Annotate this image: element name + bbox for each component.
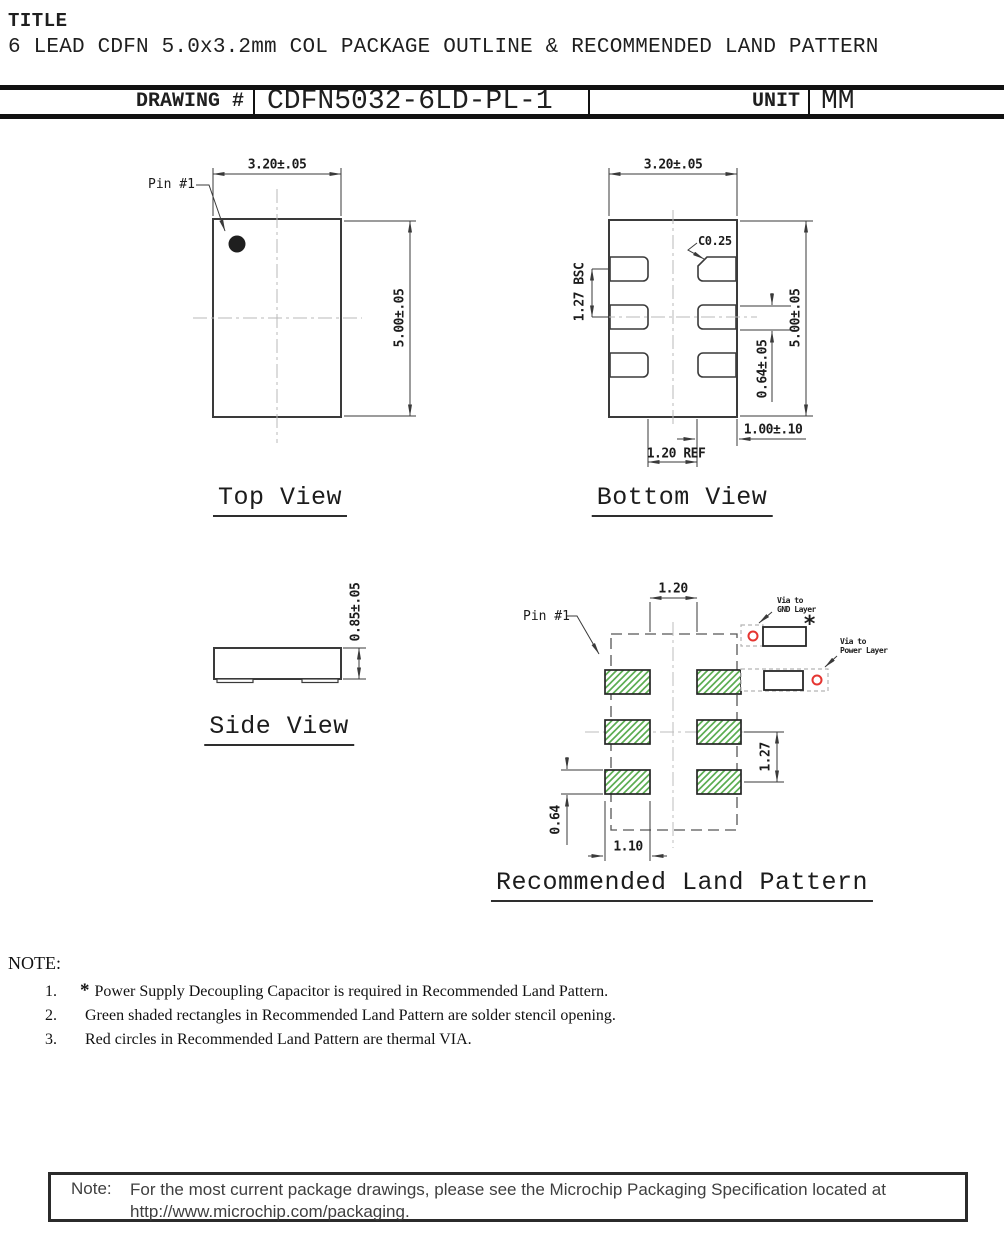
land-gap-dimension: 1.20 — [658, 581, 688, 597]
note-text: Red circles in Recommended Land Pattern are thermal VIA. — [85, 1031, 472, 1048]
power-via-leader-arrow — [825, 656, 837, 667]
power-capacitor-body — [764, 671, 803, 690]
drawing-info-table — [0, 85, 1004, 119]
side-view-drawing — [214, 648, 366, 683]
pad-width-dimension: 0.64±.05 — [755, 339, 771, 399]
pin1-marker-dot — [229, 236, 246, 253]
note-item-2 — [45, 1007, 616, 1025]
unit-value: MM — [821, 90, 855, 114]
note-item-3 — [45, 1031, 472, 1049]
land-pattern-drawing — [561, 598, 837, 861]
page-title: 6 LEAD CDFN 5.0x3.2mm COL PACKAGE OUTLINE & RECOMMENDED LAND PATTERN — [8, 36, 879, 59]
land-pad-width-dimension: 1.10 — [613, 839, 643, 855]
note-text: Power Supply Decoupling Capacitor is required in Recommended Land Pattern. — [94, 983, 609, 1000]
footer-note-label: Note: — [71, 1179, 112, 1198]
top-view-drawing — [193, 168, 416, 443]
capacitor-required-asterisk: * — [803, 612, 817, 637]
chamfer-dimension: C0.25 — [698, 234, 732, 248]
drawing-number-value: CDFN5032-6LD-PL-1 — [255, 90, 590, 114]
pad-pitch-dimension: 1.27 BSC — [572, 262, 588, 322]
gnd-via-label: Via to GND Layer — [777, 596, 816, 614]
side-view-body — [214, 648, 341, 679]
footer-note-text: For the most current package drawings, please see the Microchip Packaging Specification located at http://www.microchip.com/packaging. — [130, 1180, 886, 1221]
top-width-dimension: 3.20±.05 — [247, 157, 307, 173]
drawing-number-label: DRAWING # — [0, 90, 255, 114]
note-number: 3. — [45, 1031, 57, 1048]
top-pin1-label: Pin #1 — [148, 177, 195, 192]
side-height-dimension: 0.85±.05 — [348, 582, 364, 642]
bottom-width-dimension: 3.20±.05 — [643, 157, 703, 173]
bottom-height-dimension: 5.00±.05 — [788, 288, 804, 348]
note-text: Green shaded rectangles in Recommended Land Pattern are solder stencil opening. — [85, 1007, 616, 1024]
chamfered-pad — [698, 257, 736, 281]
side-view-title: Side View — [204, 712, 354, 746]
gnd-thermal-via — [749, 632, 758, 641]
notes-heading: NOTE: — [8, 953, 61, 973]
land-pin1-leader-arrow — [566, 616, 599, 654]
gnd-via-leader-arrow — [759, 612, 772, 623]
title-label: TITLE — [8, 10, 68, 32]
pad-gap-ref-dimension: 1.20 REF — [646, 446, 706, 462]
unit-label: UNIT — [590, 90, 810, 114]
note-item-1 — [45, 980, 609, 1001]
land-pin1-label: Pin #1 — [523, 609, 570, 624]
footer-note-box — [48, 1172, 968, 1222]
power-thermal-via — [813, 676, 822, 685]
top-height-dimension: 5.00±.05 — [392, 288, 408, 348]
pad-length-dimension: 1.00±.10 — [743, 422, 803, 438]
note-number: 1. — [45, 983, 57, 1000]
power-via-label: Via to Power Layer — [840, 637, 888, 655]
bottom-view-title: Bottom View — [592, 483, 773, 517]
land-pattern-title: Recommended Land Pattern — [491, 868, 873, 902]
land-pitch-dimension: 1.27 — [758, 742, 774, 772]
note-asterisk: * — [80, 980, 90, 1001]
land-pad-height-dimension: 0.64 — [548, 805, 564, 835]
top-view-title: Top View — [213, 483, 347, 517]
gnd-capacitor-body — [763, 627, 806, 646]
note-number: 2. — [45, 1007, 57, 1024]
